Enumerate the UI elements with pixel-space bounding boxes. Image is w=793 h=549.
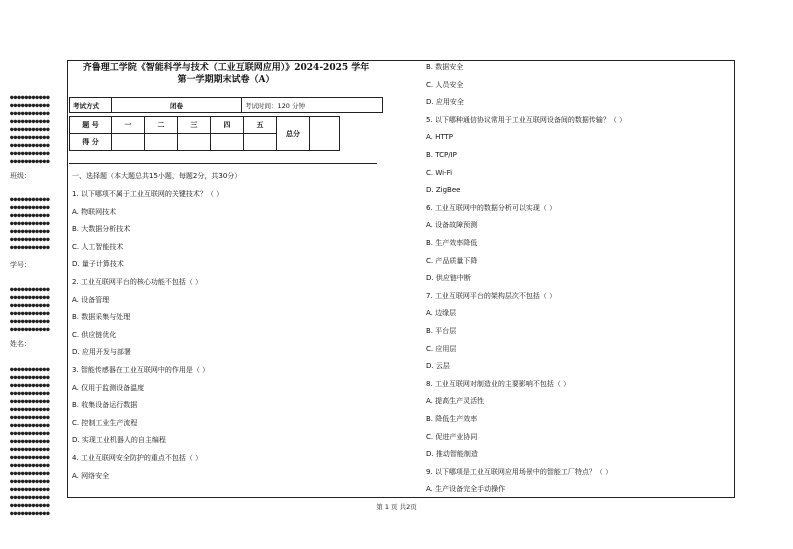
exam-method-label: 考试方式 (70, 98, 112, 113)
answer-option: A. 边缘层 (426, 309, 457, 318)
name-label: 姓名： (10, 340, 31, 348)
answer-option: C. 促进产业协同 (426, 432, 478, 441)
section-divider (69, 163, 377, 164)
answer-option: A. 设备故障预测 (426, 221, 478, 230)
exam-title-line2: 第一学期期末试卷（A） (177, 75, 275, 85)
exam-title-line1: 齐鲁理工学院《智能科学与技术（工业互联网应用）》2024-2025 学年 (82, 63, 370, 73)
question-text: 3. 智能传感器在工业互联网中的作用是（ ） (72, 366, 210, 374)
score-cell (178, 134, 211, 151)
score-table (69, 116, 340, 151)
score-row-label: 得 分 (70, 134, 112, 151)
answer-option: C. 人员安全 (426, 80, 464, 89)
answer-option: B. 大数据分析技术 (72, 225, 131, 234)
answer-option: D. ZigBee (426, 186, 461, 195)
answer-option: C. 供应链优化 (72, 330, 117, 339)
answer-option: A. HTTP (426, 133, 454, 142)
answer-option: D. 量子计算技术 (72, 260, 124, 269)
score-row-header: 题 号 (70, 117, 112, 134)
question-text: 1. 以下哪项不属于工业互联网的关键技术？（ ） (72, 190, 224, 198)
dot-leader: ●●●●●●●●●●● ●●●●●●●●●●● ●●●●●●●●●●● ●●●●●●●●●●● ●●●●●●●●●●● ●●●●●●●●●●● ●●●●●●●●●●● ●●●●●●●●●●● ●●●●●●●●●●● (10, 94, 50, 165)
answer-option: A. 仅用于监测设备温度 (72, 383, 145, 392)
answer-option: D. 应用开发与部署 (72, 348, 131, 357)
answer-option: C. 人工智能技术 (72, 242, 124, 251)
student-id-label: 学号： (10, 261, 31, 269)
answer-option: B. TCP/IP (426, 151, 457, 159)
dot-leader: ●●●●●●●●●●● ●●●●●●●●●●● ●●●●●●●●●●● ●●●●●●●●●●● ●●●●●●●●●●● ●●●●●●●●●●● ●●●●●●●●●●● ●●●●●●●●●●● ●●●●●●●●●●● ●●●●●●●●●●● ●●●●●●●●●●● ●●●●●●●●●●● ●●●●●●●●●●● ●●●●●●●●●●● ●●●●●●●●●●● ●●●●●●●●●●● ●●●●●●●●●●● ●●●●●●●●●●● ●●●●●●●●●●● (10, 366, 50, 517)
answer-option: C. 产品质量下降 (426, 256, 478, 265)
answer-option: D. 云层 (426, 362, 450, 371)
score-cell (211, 134, 244, 151)
score-cell (112, 134, 145, 151)
score-col-1: 一 (112, 117, 145, 134)
answer-option: D. 推动智能制造 (426, 450, 478, 459)
score-cell (244, 134, 277, 151)
question-text: 2. 工业互联网平台的核心功能不包括（ ） (72, 278, 203, 286)
dot-leader: ●●●●●●●●●●● ●●●●●●●●●●● ●●●●●●●●●●● ●●●●●●●●●●● ●●●●●●●●●●● ●●●●●●●●●●● (10, 286, 50, 333)
answer-option: A. 设备管理 (72, 295, 110, 304)
score-col-5: 五 (244, 117, 277, 134)
answer-option: C. Wi-Fi (426, 168, 453, 177)
answer-option: D. 应用安全 (426, 98, 464, 107)
answer-option: B. 收集设备运行数据 (72, 401, 138, 410)
answer-option: D. 实现工业机器人的自主编程 (72, 436, 166, 445)
question-text: 7. 工业互联网平台的架构层次不包括（ ） (426, 291, 557, 300)
score-total-cell (310, 117, 340, 151)
answer-option: A. 网络安全 (72, 471, 110, 480)
section-heading: 一、选择题（本大题总共15小题，每题2分，共30分） (72, 172, 242, 180)
answer-option: B. 降低生产效率 (426, 415, 478, 423)
score-col-3: 三 (178, 117, 211, 134)
score-total-label: 总分 (277, 117, 310, 151)
question-text: 6. 工业互联网中的数据分析可以实现（ ） (426, 203, 557, 212)
answer-option: A. 物联网技术 (72, 207, 117, 216)
dot-leader: ●●●●●●●●●●● ●●●●●●●●●●● ●●●●●●●●●●● ●●●●●●●●●●● ●●●●●●●●●●● ●●●●●●●●●●● ●●●●●●●●●●● (10, 196, 50, 251)
answer-option: C. 应用层 (426, 344, 457, 353)
score-col-2: 二 (145, 117, 178, 134)
answer-option: B. 平台层 (426, 327, 457, 335)
class-label: 班级： (10, 172, 31, 180)
answer-option: C. 控制工业生产流程 (72, 418, 138, 427)
question-text: 4. 工业互联网安全防护的重点不包括（ ） (72, 454, 203, 462)
answer-option: B. 生产效率降低 (426, 239, 478, 247)
page-footer: 第 1 页 共2页 (376, 503, 417, 511)
answer-option: A. 提高生产灵活性 (426, 397, 485, 406)
question-text: 8. 工业互联网对制造业的主要影响不包括（ ） (426, 379, 571, 388)
score-cell (145, 134, 178, 151)
answer-option: A. 生产设备完全手动操作 (426, 485, 506, 494)
exam-time: 考试时间：120 分钟 (242, 98, 383, 113)
answer-option: B. 数据采集与处理 (72, 313, 131, 322)
exam-method-value: 闭卷 (112, 98, 242, 113)
answer-option: D. 供应链中断 (426, 274, 471, 283)
question-text: 5. 以下哪种通信协议常用于工业互联网设备间的数据传输？（ ） (426, 115, 627, 124)
question-text: 9. 以下哪项是工业互联网应用场景中的智能工厂特点？（ ） (426, 467, 613, 476)
exam-info-table (69, 97, 383, 113)
score-col-4: 四 (211, 117, 244, 134)
answer-option: B. 数据安全 (426, 63, 464, 71)
